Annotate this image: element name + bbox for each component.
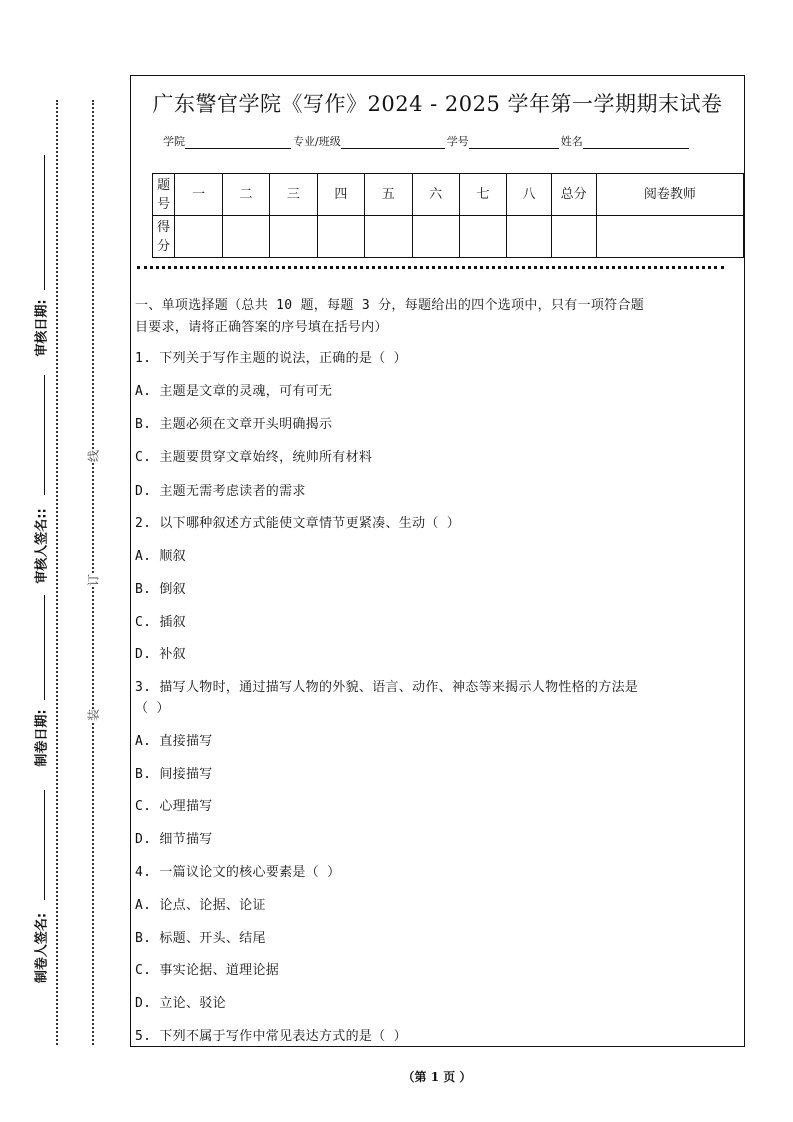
- score-cell[interactable]: [317, 216, 364, 258]
- option: C. 事实论据、道理论据: [135, 963, 280, 978]
- name-label: 姓名: [560, 135, 583, 148]
- question-stem: 4. 一篇议论文的核心要素是（ ）: [135, 865, 341, 880]
- row-header: 题号: [153, 174, 175, 216]
- table-row: [153, 174, 744, 216]
- table-header-cell: 二: [223, 174, 270, 216]
- binding-mark-ding: 订: [86, 573, 101, 587]
- college-field[interactable]: [185, 136, 291, 149]
- score-cell[interactable]: [175, 216, 223, 258]
- cut-dotted-line: [92, 100, 94, 1045]
- table-row: [153, 216, 744, 258]
- major-class-label: 专业/班级: [293, 135, 341, 148]
- option: A. 主题是文章的灵魂，可有可无: [135, 384, 333, 399]
- section-heading-cont: 目要求，请将正确答案的序号填在括号内）: [135, 320, 388, 335]
- option: C. 插叙: [135, 615, 186, 630]
- section-heading: 一、单项选择题（总共 10 题，每题 3 分，每题给出的四个选项中，只有一项符合题: [135, 298, 645, 313]
- signature-line: [44, 375, 45, 495]
- binding-dotted-line: [56, 100, 58, 1045]
- table-header-cell: 一: [175, 174, 223, 216]
- table-header-cell: 五: [364, 174, 412, 216]
- reviewer-signature-label: 审核人签名::: [34, 508, 50, 584]
- option: B. 标题、开头、结尾: [135, 931, 266, 946]
- score-cell[interactable]: [459, 216, 507, 258]
- option: A. 论点、论据、论证: [135, 898, 266, 913]
- option: C. 心理描写: [135, 799, 213, 814]
- college-label: 学院: [163, 135, 185, 148]
- signature-line: [44, 595, 45, 700]
- score-cell[interactable]: [507, 216, 551, 258]
- table-header-cell: 七: [459, 174, 507, 216]
- name-field[interactable]: [583, 136, 689, 149]
- question-stem-cont: （ ）: [135, 701, 170, 716]
- score-cell[interactable]: [551, 216, 596, 258]
- option: B. 倒叙: [135, 582, 186, 597]
- option: A. 直接描写: [135, 734, 213, 749]
- score-cell[interactable]: [223, 216, 270, 258]
- compiler-signature-label: 制卷人签名:: [34, 912, 50, 984]
- option: D. 主题无需考虑读者的需求: [135, 484, 306, 499]
- question-stem: 5. 下列不属于写作中常见表达方式的是（ ）: [135, 1029, 407, 1044]
- score-cell[interactable]: [364, 216, 412, 258]
- question-stem: 2. 以下哪种叙述方式能使文章情节更紧凑、生动（ ）: [135, 516, 461, 531]
- score-cell[interactable]: [412, 216, 459, 258]
- dotted-separator: [137, 266, 724, 269]
- student-id-label: 学号: [446, 135, 469, 148]
- row-header: 得分: [153, 216, 175, 258]
- table-header-cell: 八: [507, 174, 551, 216]
- binding-mark-zhuang: 装: [86, 708, 101, 722]
- student-id-field[interactable]: [469, 136, 559, 149]
- major-class-field[interactable]: [341, 136, 445, 149]
- question-stem: 1. 下列关于写作主题的说法，正确的是（ ）: [135, 351, 407, 366]
- table-header-cell: 三: [270, 174, 318, 216]
- table-header-cell: 四: [317, 174, 364, 216]
- table-header-cell: 六: [412, 174, 459, 216]
- option: D. 立论、驳论: [135, 996, 226, 1011]
- score-cell[interactable]: [596, 216, 743, 258]
- option: D. 细节描写: [135, 832, 213, 847]
- signature-line: [44, 155, 45, 290]
- page-title: 广东警官学院《写作》2024 - 2025 学年第一学期期末试卷: [152, 92, 723, 116]
- binding-mark-xian: 线: [86, 449, 101, 463]
- exam-frame: [130, 75, 745, 1047]
- page-number: （第 1 页 ）: [402, 1070, 472, 1084]
- option: C. 主题要贯穿文章始终，统帅所有材料: [135, 450, 373, 465]
- option: B. 间接描写: [135, 767, 213, 782]
- compile-date-label: 制卷日期:: [34, 709, 50, 767]
- table-header-cell: 阅卷教师: [596, 174, 743, 216]
- table-header-cell: 总分: [551, 174, 596, 216]
- option: B. 主题必须在文章开头明确揭示: [135, 417, 333, 432]
- score-table: [152, 173, 744, 258]
- review-date-label: 审核日期:: [34, 299, 50, 357]
- option: A. 顺叙: [135, 549, 186, 564]
- signature-line: [44, 790, 45, 900]
- student-info-row: [163, 133, 691, 149]
- score-cell[interactable]: [270, 216, 318, 258]
- question-stem: 3. 描写人物时，通过描写人物的外貌、语言、动作、神态等来揭示人物性格的方法是: [135, 680, 639, 695]
- option: D. 补叙: [135, 647, 186, 662]
